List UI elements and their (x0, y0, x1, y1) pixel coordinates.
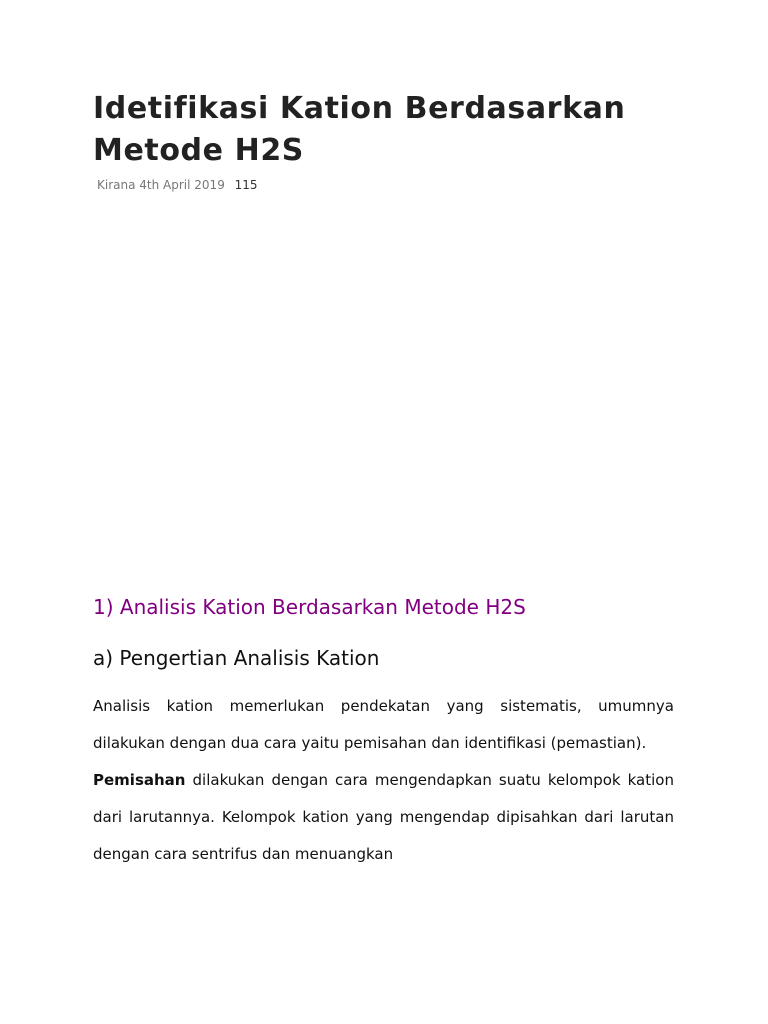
section-heading: 1) Analisis Kation Berdasarkan Metode H2S (93, 595, 526, 619)
paragraph-2 (93, 762, 674, 873)
publish-date: 4th April 2019 (139, 178, 225, 192)
subsection-heading: a) Pengertian Analisis Kation (93, 646, 380, 670)
ad-placeholder (93, 210, 674, 570)
article-title: Idetifikasi Kation Berdasarkan Metode H2S (93, 91, 626, 168)
author-name[interactable]: Kirana (97, 178, 136, 192)
paragraph-2-bold: Pemisahan (93, 771, 186, 789)
paragraph-2-text: dilakukan dengan cara mengendapkan suatu kelompok kation dari larutannya. Kelompok kation yang mengendap dipisahkan dari larutan dengan cara sentrifus dan menuangkan (93, 771, 674, 863)
view-count: 115 (234, 178, 258, 192)
paragraph-1: Analisis kation memerlukan pendekatan yang sistematis, umumnya dilakukan dengan dua cara yaitu pemisahan dan identifikasi (pemastian). (93, 697, 674, 752)
article-meta (97, 177, 258, 193)
article-body (93, 688, 674, 873)
